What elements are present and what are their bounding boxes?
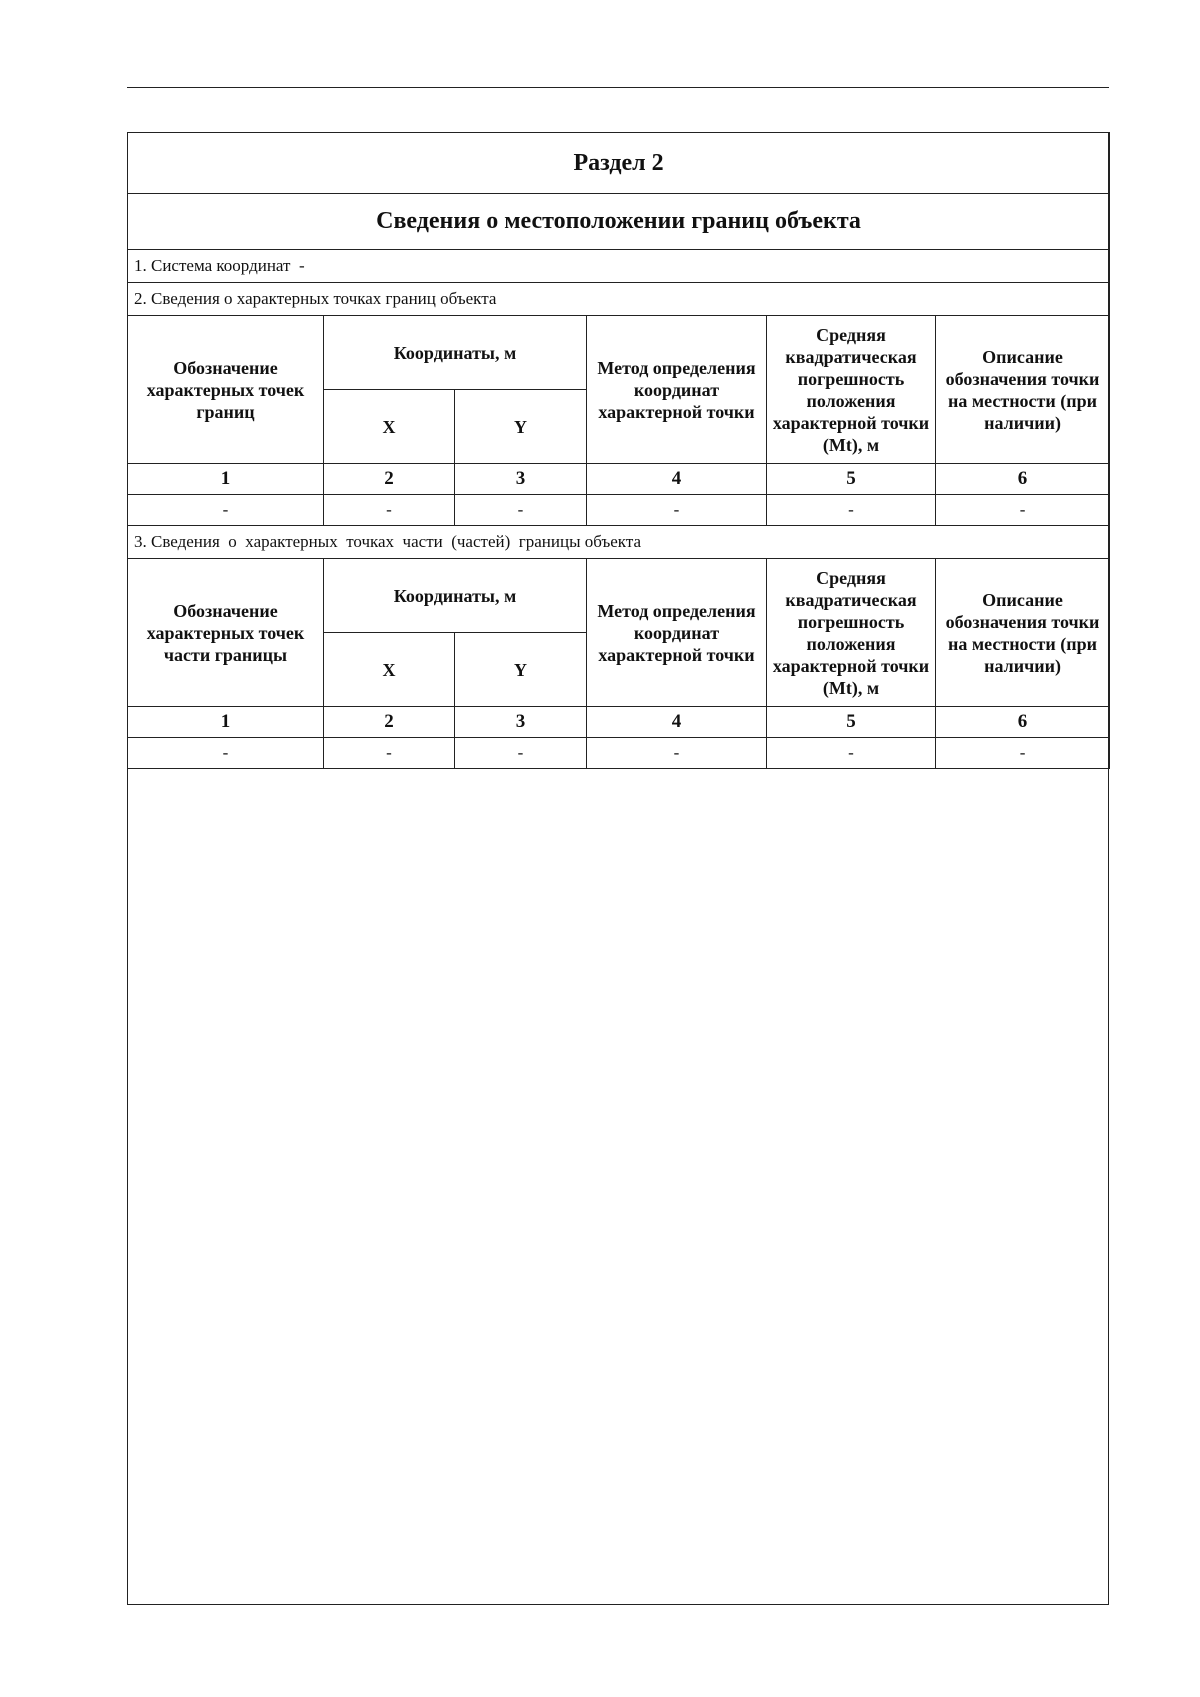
boundary-info-table <box>127 132 1110 769</box>
table-cell: - <box>587 738 767 769</box>
table2-number-row <box>128 707 1110 738</box>
table1-col-number: 5 <box>767 464 936 495</box>
table2-header-x: X <box>324 633 455 707</box>
table2-header-description: Описание обозначения точки на местности (при наличии) <box>936 559 1110 707</box>
table1-number-row <box>128 464 1110 495</box>
table1-header-description: Описание обозначения точки на местности (при наличии) <box>936 316 1110 464</box>
table1-col-number: 2 <box>324 464 455 495</box>
table2-header-designation: Обозначение характерных точек части границы <box>128 559 324 707</box>
table-cell: - <box>936 738 1110 769</box>
table-cell: - <box>324 738 455 769</box>
section-title: Раздел 2 <box>128 133 1110 194</box>
table1-col-number: 6 <box>936 464 1110 495</box>
coord-system-value: - <box>298 256 305 275</box>
table1-header-x: X <box>324 390 455 464</box>
table2-header-method: Метод определения координат характерной точки <box>587 559 767 707</box>
section-subtitle: Сведения о местоположении границ объекта <box>128 194 1110 250</box>
table2-col-number: 5 <box>767 707 936 738</box>
table2-col-number: 2 <box>324 707 455 738</box>
table-cell: - <box>455 495 587 526</box>
table1-header-method: Метод определения координат характерной точки <box>587 316 767 464</box>
table2-col-number: 6 <box>936 707 1110 738</box>
table2-header-error: Средняя квадратическая погрешность положения характерной точки (Mt), м <box>767 559 936 707</box>
table-cell: - <box>324 495 455 526</box>
table1-header-y: Y <box>455 390 587 464</box>
table-cell: - <box>767 738 936 769</box>
table-cell: - <box>767 495 936 526</box>
table1-header-coords: Координаты, м <box>324 316 587 390</box>
table2-header-y: Y <box>455 633 587 707</box>
table1-col-number: 1 <box>128 464 324 495</box>
table2-col-number: 4 <box>587 707 767 738</box>
coord-system-row <box>128 250 1110 283</box>
table-row <box>128 495 1110 526</box>
table-cell: - <box>128 495 324 526</box>
table2-header-coords: Координаты, м <box>324 559 587 633</box>
table2-caption: 3. Сведения о характерных точках части (частей) границы объекта <box>128 526 1110 559</box>
table1-col-number: 4 <box>587 464 767 495</box>
table-cell: - <box>128 738 324 769</box>
table-row <box>128 738 1110 769</box>
table2-col-number: 3 <box>455 707 587 738</box>
table1-header-designation: Обозначение характерных точек границ <box>128 316 324 464</box>
table-cell: - <box>455 738 587 769</box>
header-rule <box>127 87 1109 88</box>
table-cell: - <box>587 495 767 526</box>
table1-caption: 2. Сведения о характерных точках границ объекта <box>128 283 1110 316</box>
table1-col-number: 3 <box>455 464 587 495</box>
table-cell: - <box>936 495 1110 526</box>
table2-col-number: 1 <box>128 707 324 738</box>
coord-system-label: 1. Система координат <box>134 256 291 275</box>
table1-header-error: Средняя квадратическая погрешность положения характерной точки (Mt), м <box>767 316 936 464</box>
